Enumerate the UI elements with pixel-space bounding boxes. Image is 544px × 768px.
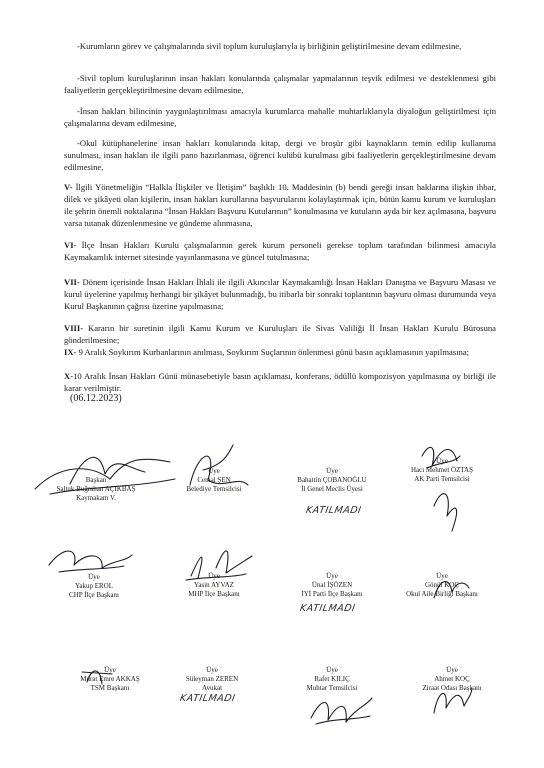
- signatory-11-role: Üye: [326, 666, 338, 674]
- signatory-6-role: Üye: [208, 572, 220, 580]
- signatory-1-role: Başkan: [85, 476, 107, 484]
- signatory-9-role: Üye: [104, 666, 116, 674]
- signatory-8-name: Gönül KOÇ: [424, 581, 460, 589]
- item-x: [64, 370, 496, 394]
- signatory-4-role: Üye: [436, 457, 448, 465]
- signatory-8: [382, 572, 502, 599]
- item-vi: [64, 239, 496, 263]
- signatory-8-title: Okul Aile Birliği Başkanı: [406, 590, 478, 598]
- signatory-4-name: Hacı Mehmet ÖZTAŞ: [410, 466, 474, 474]
- signatory-11-title: Muhtar Temsilcisi: [306, 684, 358, 692]
- item-x-text: 10 Aralık İnsan Hakları Günü münasebetiyle basın açıklaması, konferans, ödüllü kompozisyon yapılmasına oy birliği ile karar verilmiştir.: [64, 371, 496, 393]
- paragraph-ngo-cooperation: -Kurumların görev ve çalışmalarında sivil toplum kuruluşlarıyla iş birliğinin geliştirilmesine devam edilmesine,: [77, 41, 462, 51]
- signatory-9-name: Murat Emre AKKAŞ: [80, 675, 140, 683]
- item-ix-text: 9 Aralık Soykırım Kurbanlarının anılması, Soykırım Suçlarının önlenmesi günü basın açıklamasının yapılmasına;: [76, 347, 470, 357]
- item-v-text: İlgili Yönetmeliğin “Halkla İlişkiler ve İletişim” başlıklı 10. Maddesinin (b) bendi gereği insan haklarına ilişkin ihbar, dilek ve şikâyeti olan kişilerin, insan hakları kurullarına başvurularını kolaylaştırmak için, bütün kamu kurum ve kuruluşları ile şehrin önemli noktalarına “İnsan Hakları Başvuru Kutularının” konulmasına ve kutuların ayda bir kez açılmasına, başvuru varsa tutanak düzenlenmesine ve gündeme alınmasına,: [64, 182, 496, 228]
- item-vi-number: VI-: [64, 240, 77, 250]
- signatory-10-title: Avukat: [201, 684, 223, 692]
- signatory-2: [154, 467, 274, 494]
- signature-kilic: [306, 688, 376, 728]
- signatory-2-role: Üye: [208, 467, 220, 475]
- signatory-5-role: Üye: [88, 573, 100, 581]
- signatory-5-name: Yakup EROL: [75, 582, 113, 590]
- signatory-3-role: Üye: [326, 467, 338, 475]
- signatory-8-role: Üye: [436, 572, 448, 580]
- item-vii-text: Dönem içerisinde İnsan Hakları İhlali ile ilgili Akıncılar Kaymakamlığı İnsan Hakları Danışma ve Başvuru Masası ve kurul üyelerine yapılmış herhangi bir şikâyet bulunmadığı, bu itibarla bir sonraki toplantının başvuru olması durumunda veya Kurul Başkanının çağrısı üzerine yapılmasına;: [64, 277, 496, 311]
- item-viii: [64, 322, 496, 346]
- not-attended-note-2: KATILMADI: [299, 603, 357, 614]
- signatory-2-name: Cemal ŞEN: [197, 476, 231, 484]
- item-x-number: X-: [64, 371, 74, 381]
- signatory-10-role: Üye: [206, 666, 218, 674]
- item-ix-number: IX-: [64, 347, 77, 357]
- signatory-3-name: Bahattin ÇOBANOĞLU: [297, 476, 367, 484]
- not-attended-note-1: KATILMADI: [305, 505, 363, 516]
- signatory-6: [154, 572, 274, 599]
- signatory-6-name: Yasin AYVAZ: [194, 581, 234, 589]
- signatory-5: [34, 573, 154, 600]
- signatory-7-name: Ünal İŞÖZEN: [311, 581, 353, 589]
- signatory-4-title: AK Parti Temsilcisi: [414, 475, 470, 483]
- signatory-7-title: İYİ Parti İlçe Başkanı: [301, 590, 363, 598]
- signatory-11: [272, 666, 392, 693]
- signatory-12-name: Ahmet KOÇ: [434, 675, 470, 683]
- signature-oztas: [412, 436, 472, 536]
- signatory-11-name: Rafet KILIÇ: [314, 675, 350, 683]
- signatory-10-name: Süleyman ZEREN: [185, 675, 239, 683]
- signatory-12: [392, 666, 512, 693]
- signatory-3: [272, 467, 392, 494]
- signatory-6-title: MHP İlçe Başkanı: [188, 590, 240, 598]
- paragraph-ngo-support: -Sivil toplum kuruluşlarının insan hakları konularında çalışmalar yapmalarının teşvik edilmesi ve desteklenmesi gibi faaliyetlerin gerçekleştirilmesine devam edilmesine,: [64, 73, 496, 95]
- signatory-7-role: Üye: [326, 572, 338, 580]
- paragraph-school-library: -Okul kütüphanelerine insan hakları konularında kitap, dergi ve broşür gibi kaynakların temin edilip kullanıma sunulması, insan hakları ile ilgili pano hazırlanması, öğrenci kulübü kurulması gibi faaliyetlerin gerçekleştirilmesine devam edilmesine,: [64, 138, 496, 172]
- signatory-3-title: İl Genel Meclis Üyesi: [301, 485, 363, 493]
- signatory-2-title: Belediye Temsilcisi: [186, 485, 242, 493]
- item-vii-number: VII-: [64, 277, 80, 287]
- not-attended-note-3: KATILMADI: [179, 693, 237, 704]
- signatory-7: [272, 572, 392, 599]
- signatory-1: [36, 476, 156, 503]
- item-vi-text: İlçe İnsan Hakları Kurulu çalışmalarının gerek kurum personeli gerekse toplum tarafından bilinmesi amacıyla Kaymakamlık internet sitesinde yayınlanmasına ve güncel tutulmasına;: [64, 240, 496, 262]
- signatory-12-title: Ziraat Odası Başkanı: [422, 684, 482, 692]
- signatory-9-title: TSM Başkanı: [90, 684, 130, 692]
- signatory-10: [152, 666, 272, 693]
- signatory-4: [382, 457, 502, 484]
- item-viii-text: Kararın bir suretinin ilgili Kamu Kurum ve Kuruluşları ile Sivas Valiliği İl İnsan Hakları Kurulu Bürosuna gönderilmesine;: [64, 323, 496, 345]
- signatory-1-title: Kaymakam V.: [76, 494, 116, 502]
- item-vii: [64, 276, 496, 312]
- item-v-number: V-: [64, 182, 73, 192]
- signatory-5-title: CHP İlçe Başkanı: [69, 591, 119, 599]
- item-viii-number: VIII-: [64, 323, 84, 333]
- signatory-12-role: Üye: [446, 666, 458, 674]
- document-date: (06.12.2023): [70, 393, 122, 404]
- signatory-1-name: Saltuk Buğrahan AÇIKBAŞ: [56, 485, 136, 493]
- item-v: [64, 181, 496, 229]
- paragraph-mukhtar-dialogue: -İnsan hakları bilincinin yaygınlaştırılması amacıyla kurumlarca mahalle muhtarlıklarıyla diyaloğun geliştirilmesi için çalışmalarına devam edilmesine,: [64, 106, 496, 128]
- item-ix: [64, 346, 496, 358]
